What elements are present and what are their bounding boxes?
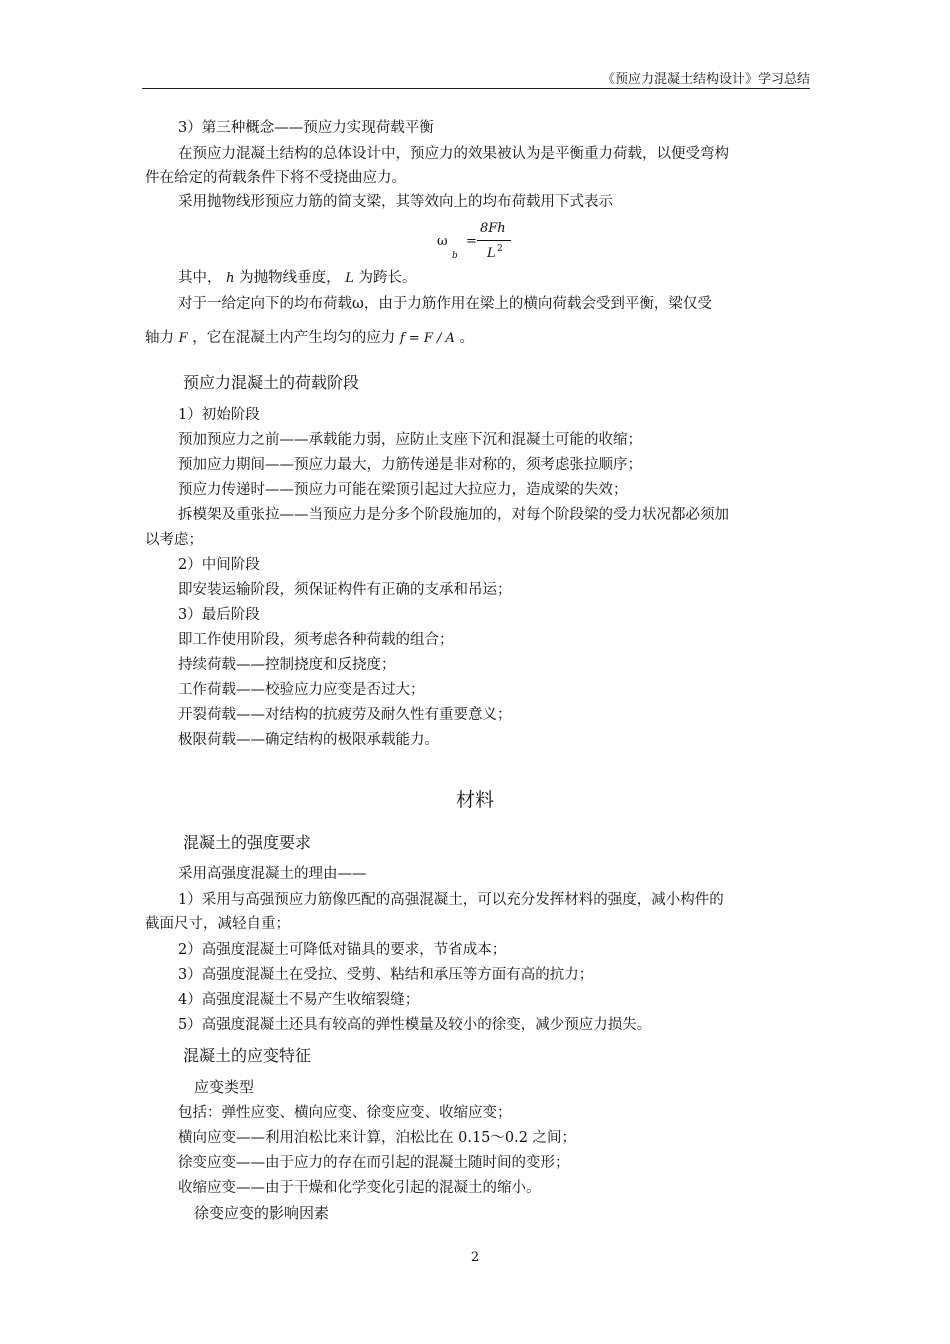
formula-equals: = bbox=[466, 234, 477, 249]
strain-line: 收缩应变——由于干燥和化学变化引起的混凝土的缩小。 bbox=[178, 1180, 541, 1196]
load-stage-line: 即工作使用阶段，须考虑各种荷载的组合； bbox=[178, 632, 454, 648]
formula-numerator: 8Fh bbox=[480, 221, 506, 236]
where-end: 为跨长。 bbox=[358, 270, 417, 286]
load-stages-heading: 预应力混凝土的荷载阶段 bbox=[183, 373, 360, 392]
load-stage-line: 即安装运输阶段，须保证构件有正确的支承和吊运； bbox=[178, 582, 512, 598]
concept3-title: 3）第三种概念——预应力实现荷载平衡 bbox=[178, 120, 434, 136]
header-title: 《预应力混凝土结构设计》学习总结 bbox=[601, 72, 810, 87]
strength-line: 截面尺寸，减轻自重； bbox=[145, 916, 290, 932]
formula-denominator: L bbox=[487, 246, 496, 261]
formula-denominator-exponent: 2 bbox=[497, 244, 503, 254]
axial-force-text: ，它在混凝土内产生均匀的应力 bbox=[192, 330, 396, 346]
concept3-para3-line1: 对于一给定向下的均布荷载ω，由于力筋作用在梁上的横向荷载会受到平衡，梁仅受 bbox=[178, 296, 712, 312]
strain-line: 徐变应变——由于应力的存在而引起的混凝土随时间的变形； bbox=[178, 1155, 570, 1171]
load-stage-line: 3）最后阶段 bbox=[178, 607, 260, 623]
strain-types-subheading: 应变类型 bbox=[194, 1078, 255, 1096]
axial-force-end: 。 bbox=[459, 330, 474, 346]
strength-line: 4）高强度混凝土不易产生收缩裂缝； bbox=[178, 992, 420, 1008]
page-header bbox=[142, 68, 810, 89]
load-stage-line: 持续荷载——控制挠度和反挠度； bbox=[178, 657, 396, 673]
strain-line: 包括：弹性应变、横向应变、徐变应变、收缩应变； bbox=[178, 1105, 512, 1121]
axial-force-prefix: 轴力 bbox=[145, 330, 174, 346]
var-h: h bbox=[226, 271, 235, 286]
strength-line: 2）高强度混凝土可降低对锚具的要求，节省成本； bbox=[178, 942, 507, 958]
formula-subscript: b bbox=[452, 251, 458, 261]
load-stage-line: 2）中间阶段 bbox=[178, 557, 260, 573]
concrete-strain-heading: 混凝土的应变特征 bbox=[183, 1046, 312, 1065]
load-stage-line: 预加预应力之前——承载能力弱，应防止支座下沉和混凝土可能的收缩； bbox=[178, 432, 642, 448]
load-stage-line: 拆模架及重张拉——当预应力是分多个阶段施加的，对每个阶段梁的受力状况都必须加 bbox=[178, 507, 729, 523]
concept3-para2: 采用抛物线形预应力筋的简支梁，其等效向上的均布荷载用下式表示 bbox=[178, 194, 613, 210]
stress-formula: f = F / A bbox=[399, 331, 455, 346]
load-stage-line: 极限荷载——确定结构的极限承载能力。 bbox=[178, 732, 439, 748]
formula-fraction-bar bbox=[477, 240, 511, 241]
var-F: F bbox=[178, 331, 188, 346]
concept3-where-line bbox=[178, 268, 416, 289]
concept3-para1-line2: 件在给定的荷载条件下将不受挠曲应力。 bbox=[145, 170, 406, 186]
var-L: L bbox=[345, 271, 354, 286]
concept3-para3-line2 bbox=[145, 328, 474, 349]
where-mid: 为抛物线垂度， bbox=[239, 270, 341, 286]
strain-line: 横向应变——利用泊松比来计算，泊松比在 0.15～0.2 之间； bbox=[178, 1130, 577, 1146]
concept3-para1-line1: 在预应力混凝土结构的总体设计中，预应力的效果被认为是平衡重力荷载，以便受弯构 bbox=[178, 146, 729, 162]
load-stage-line: 工作荷载——校验应力应变是否过大； bbox=[178, 682, 425, 698]
page-number: 2 bbox=[470, 1250, 480, 1265]
strength-line: 5）高强度混凝土还具有较高的弹性模量及较小的徐变，减少预应力损失。 bbox=[178, 1017, 652, 1033]
load-stage-line: 预加应力期间——预应力最大，力筋传递是非对称的，须考虑张拉顺序； bbox=[178, 457, 642, 473]
formula-omega: ω bbox=[437, 234, 448, 249]
strength-line: 3）高强度混凝土在受拉、受剪、粘结和承压等方面有高的抗力； bbox=[178, 967, 594, 983]
where-prefix: 其中， bbox=[178, 270, 222, 286]
load-stage-line: 以考虑； bbox=[145, 532, 203, 548]
strength-line: 采用高强度混凝土的理由—— bbox=[178, 866, 367, 882]
load-stage-line: 开裂荷载——对结构的抗疲劳及耐久性有重要意义； bbox=[178, 707, 512, 723]
load-stage-line: 1）初始阶段 bbox=[178, 407, 260, 423]
creep-factors-subheading: 徐变应变的影响因素 bbox=[194, 1204, 330, 1222]
materials-title: 材料 bbox=[455, 789, 494, 811]
concrete-strength-heading: 混凝土的强度要求 bbox=[183, 833, 312, 852]
load-stage-line: 预应力传递时——预应力可能在梁顶引起过大拉应力，造成梁的失效； bbox=[178, 482, 628, 498]
strength-line: 1）采用与高强预应力筋像匹配的高强混凝土，可以充分发挥材料的强度，减小构件的 bbox=[178, 892, 724, 908]
